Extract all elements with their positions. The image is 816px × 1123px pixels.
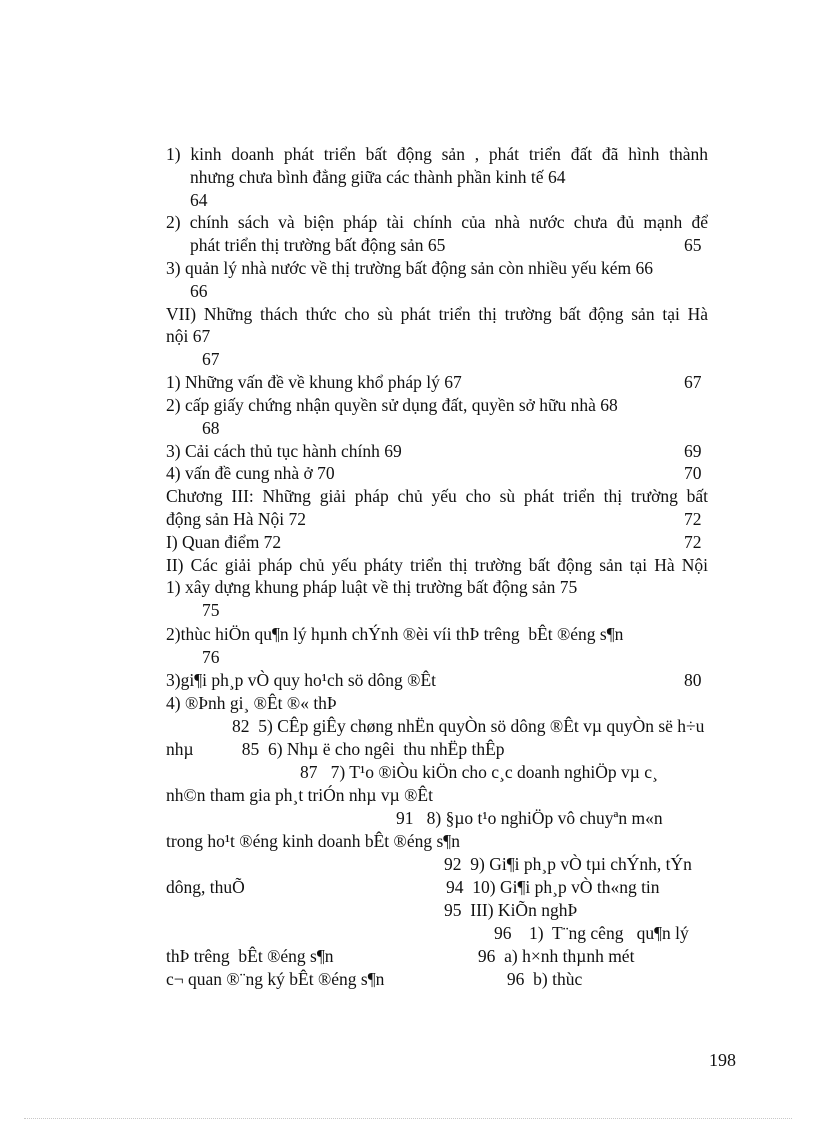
- toc-line: 4) ®Þnh gi¸ ®Êt ®« thÞ: [166, 693, 337, 713]
- toc-line: 68: [202, 418, 220, 438]
- toc-line: 67: [202, 349, 220, 369]
- toc-line: 82 5) CÊp giÊy chøng nhËn quyÒn sö dông ®Êt vµ quyÒn së h÷u: [232, 716, 705, 736]
- toc-line: II) Các giải pháp chủ yếu pháty triển thị trường bất động sản tại Hà Nội: [166, 555, 708, 575]
- toc-line: nhµ 85 6) Nhµ ë cho ngêi thu nhËp thÊp: [166, 739, 505, 759]
- toc-line: dông, thuÕ 94 10) Gi¶i ph¸p vÒ th«ng tin: [166, 877, 660, 897]
- toc-line: 1) kinh doanh phát triển bất động sản , phát triển đất đã hình thành: [166, 144, 708, 164]
- toc-line: 3)gi¶i ph¸p vÒ quy ho¹ch sö dông ®Êt: [166, 670, 436, 690]
- toc-page-number: 69: [684, 441, 702, 461]
- toc-page-number: 72: [684, 532, 702, 552]
- toc-line: trong ho¹t ®éng kinh doanh bÊt ®éng s¶n: [166, 831, 460, 851]
- toc-page-number: 80: [684, 670, 702, 690]
- toc-line: Chương III: Những giải pháp chủ yếu cho sù phát triển thị trường bất: [166, 486, 708, 506]
- toc-line: 2) chính sách và biện pháp tài chính của nhà nước chưa đủ mạnh để: [166, 212, 708, 232]
- toc-line: c¬ quan ®¨ng ký bÊt ®éng s¶n 96 b) thùc: [166, 969, 583, 989]
- toc-line: 2) cấp giấy chứng nhận quyền sử dụng đất, quyền sở hữu nhà 68: [166, 395, 618, 415]
- toc-line: 76: [202, 647, 220, 667]
- page-number: 198: [709, 1050, 736, 1070]
- toc-line: 75: [202, 600, 220, 620]
- toc-line: 96 1) T¨ng cêng qu¶n lý: [494, 923, 689, 943]
- toc-line: 95 III) KiÕn nghÞ: [444, 900, 578, 920]
- toc-page-number: 65: [684, 235, 702, 255]
- toc-line: 3) Cải cách thủ tục hành chính 69: [166, 441, 402, 461]
- toc-line: 1) Những vấn đề về khung khổ pháp lý 67: [166, 372, 462, 392]
- toc-page-number: 67: [684, 372, 702, 392]
- toc-page-number: 70: [684, 463, 702, 483]
- toc-line: 87 7) T¹o ®iÒu kiÖn cho c¸c doanh nghiÖp vµ c¸: [300, 762, 658, 782]
- toc-line: nh©n tham gia ph¸t triÓn nhµ vµ ®Êt: [166, 785, 433, 805]
- toc-line: I) Quan điểm 72: [166, 532, 282, 552]
- page-bottom-rule: [24, 1118, 792, 1119]
- toc-line: 66: [190, 281, 208, 301]
- toc-page-number: 72: [684, 509, 702, 529]
- toc-line: 91 8) §µo t¹o nghiÖp vô chuyªn m«n: [396, 808, 663, 828]
- toc-line: nội 67: [166, 326, 211, 346]
- toc-line: 92 9) Gi¶i ph¸p vÒ tµi chÝnh, tÝn: [444, 854, 692, 874]
- toc-line: phát triển thị trường bất động sản 65: [190, 235, 446, 255]
- toc-line: 4) vấn đề cung nhà ở 70: [166, 463, 335, 483]
- toc-line: thÞ trêng bÊt ®éng s¶n 96 a) h×nh thµnh mét: [166, 946, 635, 966]
- toc-line: VII) Những thách thức cho sù phát triển thị trường bất động sản tại Hà: [166, 304, 708, 324]
- toc-line: 64: [190, 190, 208, 210]
- toc-line: 1) xây dựng khung pháp luật về thị trường bất động sản 75: [166, 577, 578, 597]
- toc-line: 3) quản lý nhà nước về thị trường bất động sản còn nhiều yếu kém 66: [166, 258, 654, 278]
- toc-line: động sản Hà Nội 72: [166, 509, 306, 529]
- toc-line: nhưng chưa bình đẳng giữa các thành phần kinh tế 64: [190, 167, 566, 187]
- toc-line: 2)thùc hiÖn qu¶n lý hµnh chÝnh ®èi víi thÞ trêng bÊt ®éng s¶n: [166, 624, 624, 644]
